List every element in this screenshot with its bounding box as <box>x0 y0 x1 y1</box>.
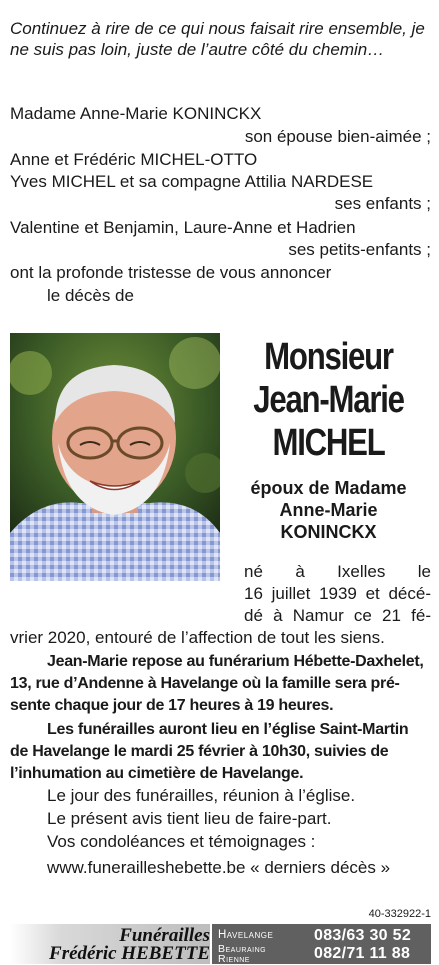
city-rienne: Rienne <box>218 953 250 965</box>
children-line1: Anne et Frédéric MICHEL-OTTO <box>10 150 258 169</box>
portrait-photo <box>10 333 220 581</box>
birth-text-l1: né à Ixelles le <box>244 562 431 581</box>
birth-text-l2: 16 juillet 1939 et décé- <box>244 584 431 603</box>
funeral-l2: de Havelange le mardi 25 février à 10h30, suivies de <box>10 743 389 760</box>
website-link[interactable]: www.funerailleshebette.be « derniers décès » <box>47 858 391 877</box>
funeral-l3: l’inhumation au cimetière de Havelange. <box>10 765 304 782</box>
city-havelange: Havelange <box>218 929 274 941</box>
birth-text-l4: vrier 2020, entouré de l’affection de tout les siens. <box>10 628 385 647</box>
funeral-home-footer <box>0 924 439 964</box>
notice-note: Le présent avis tient lieu de faire-part. <box>47 809 332 828</box>
phone-beauraing[interactable]: 082/71 11 88 <box>314 945 411 962</box>
funerarium-l2: 13, rue d’Andenne à Havelange où la famille sera pré- <box>10 675 400 692</box>
children-line2: Yves MICHEL et sa compagne Attilia NARDESE <box>10 172 374 191</box>
contact-panel <box>212 924 431 964</box>
funerarium-l3: sente chaque jour de 17 heures à 19 heures. <box>10 697 334 714</box>
brand-line2: Frédéric HEBETTE <box>49 943 210 964</box>
children-role: ses enfants ; <box>334 194 431 213</box>
announce-line1: ont la profonde tristesse de vous annoncer <box>10 263 332 282</box>
city-beauraing: Beauraing <box>218 943 267 955</box>
brand-panel <box>10 924 210 964</box>
deceased-last-name: MICHEL <box>272 422 385 464</box>
grandchildren: Valentine et Benjamin, Laure-Anne et Hadrien <box>10 218 356 237</box>
brand-line1: Funérailles <box>119 925 210 946</box>
spouse-line3: KONINCKX <box>280 522 377 542</box>
intro-quote: Continuez à rire de ce qui nous faisait rire ensemble, je ne suis pas loin, juste de l’autre côté du chemin… <box>10 19 425 59</box>
grandchildren-role: ses petits-enfants ; <box>288 240 431 259</box>
deceased-title: Monsieur <box>264 336 393 378</box>
spouse-line1: époux de Madame <box>250 478 407 498</box>
funerarium-l1: Jean-Marie repose au funérarium Hébette-Daxhelet, <box>47 653 424 670</box>
birth-text-l3: dé à Namur ce 21 fé- <box>244 606 431 625</box>
phone-havelange[interactable]: 083/63 30 52 <box>314 927 412 944</box>
funeral-l1: Les funérailles auront lieu en l’église Saint-Martin <box>47 721 409 738</box>
spouse-role: son épouse bien-aimée ; <box>244 127 431 146</box>
deceased-first-name: Jean-Marie <box>253 379 404 421</box>
condolences-note: Vos condoléances et témoignages : <box>47 832 316 851</box>
spouse-line2: Anne-Marie <box>279 500 378 520</box>
spouse-name: Madame Anne-Marie KONINCKX <box>10 104 262 123</box>
reference-number: 40-332922-1 <box>368 908 431 920</box>
announce-line2: le décès de <box>47 286 134 305</box>
reunion-note: Le jour des funérailles, réunion à l’église. <box>47 786 356 805</box>
